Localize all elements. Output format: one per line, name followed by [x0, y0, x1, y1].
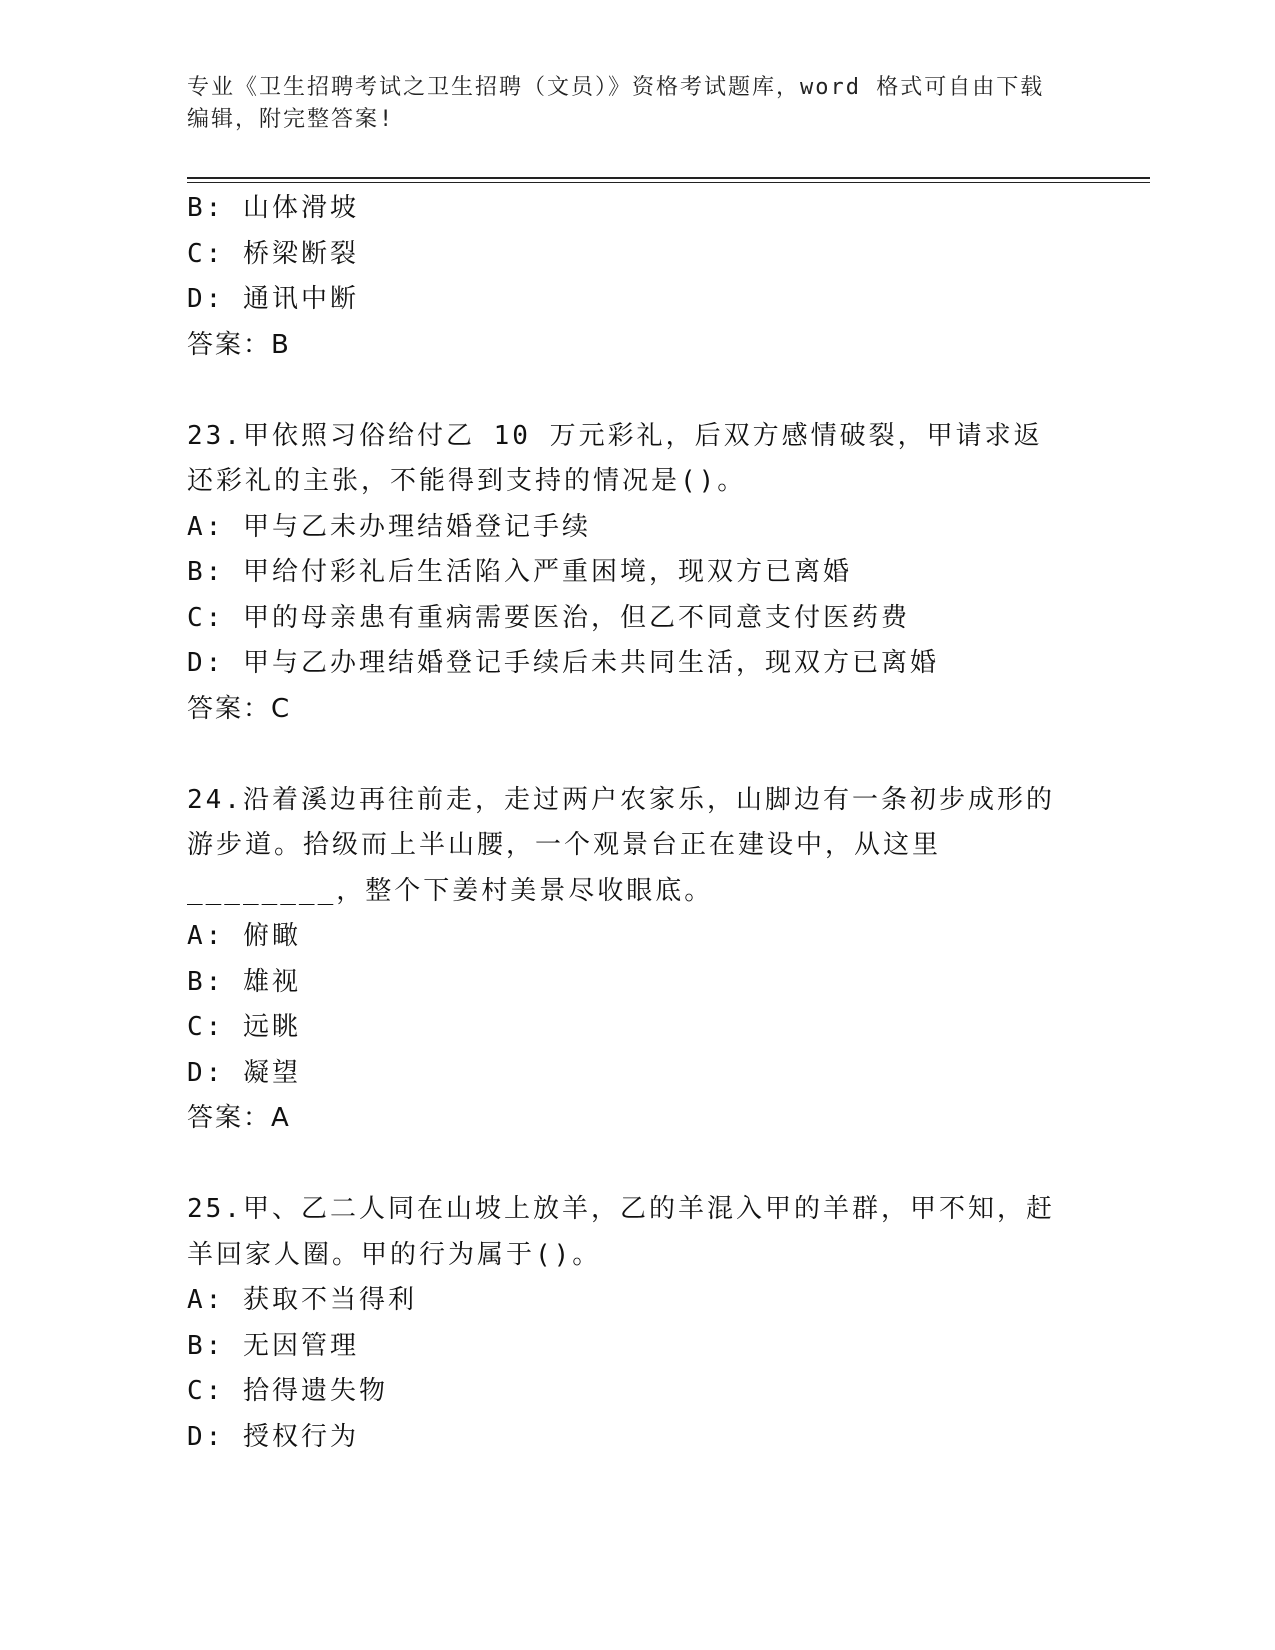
- spacer: [187, 368, 1087, 414]
- option-b: B: 甲给付彩礼后生活陷入严重困境，现双方已离婚: [187, 557, 852, 587]
- option-b: B: 山体滑坡: [187, 193, 359, 223]
- option-c: C: 桥梁断裂: [187, 238, 359, 269]
- option-a: A: 获取不当得利: [187, 1285, 417, 1315]
- option-c: C: 甲的母亲患有重病需要医治，但乙不同意支付医药费: [187, 602, 910, 633]
- option-c: C: 远眺: [187, 1012, 301, 1042]
- question-25-stem: 25.甲、乙二人同在山坡上放羊，乙的羊混入甲的羊群，甲不知，赶羊回家人圈。甲的行为属于()。: [187, 1194, 1055, 1270]
- question-24-stem: 24.沿着溪边再往前走，走过两户农家乐，山脚边有一条初步成形的游步道。拾级而上半山腰，一个观景台正在建设中，从这里________，整个下姜村美景尽收眼底。: [187, 784, 1055, 906]
- answer-line: 答案：C: [187, 693, 292, 724]
- option-a: A: 俯瞰: [187, 921, 301, 951]
- header-rule-thin: [187, 182, 1150, 183]
- question-list: [187, 186, 1087, 1460]
- option-b: B: 雄视: [187, 966, 301, 997]
- spacer: [187, 1142, 1087, 1188]
- spacer: [187, 732, 1087, 778]
- option-c: C: 拾得遗失物: [187, 1376, 388, 1406]
- answer-line: 答案：A: [187, 1103, 291, 1133]
- option-a: A: 甲与乙未办理结婚登记手续: [187, 511, 591, 542]
- header-rule-thick: [187, 177, 1150, 179]
- answer-line: 答案：B: [187, 329, 291, 360]
- option-d: D: 凝望: [187, 1057, 301, 1088]
- option-d: D: 甲与乙办理结婚登记手续后未共同生活，现双方已离婚: [187, 648, 939, 678]
- option-b: B: 无因管理: [187, 1330, 359, 1361]
- option-d: D: 授权行为: [187, 1421, 359, 1452]
- option-d: D: 通讯中断: [187, 284, 359, 314]
- question-23-stem: 23.甲依照习俗给付乙 10 万元彩礼，后双方感情破裂，甲请求返还彩礼的主张，不能得到支持的情况是()。: [187, 420, 1043, 496]
- document-header: 专业《卫生招聘考试之卫生招聘（文员）》资格考试题库，word 格式可自由下载编辑，附完整答案!: [187, 75, 1045, 132]
